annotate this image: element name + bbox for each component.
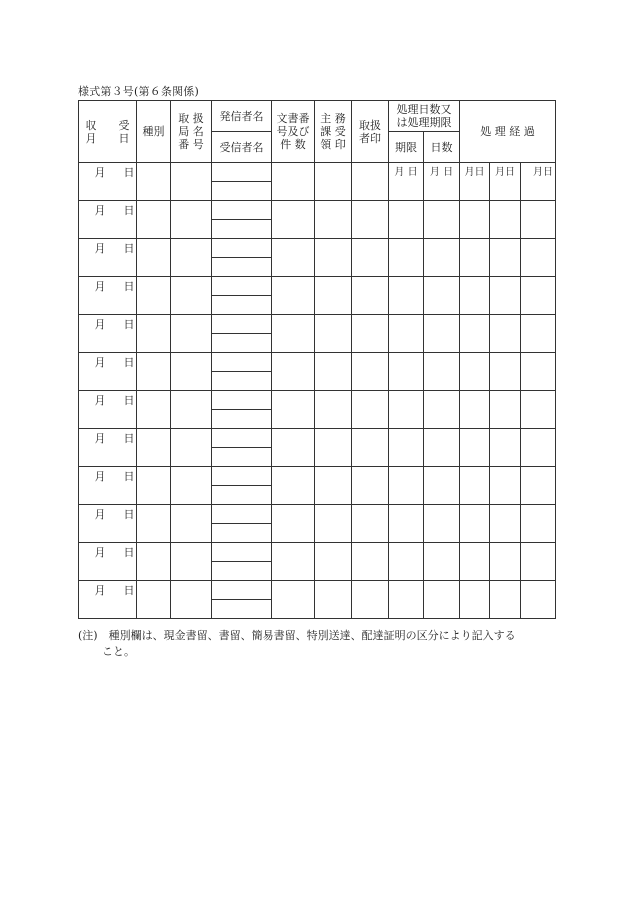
progress-cell-2[interactable] <box>490 543 521 581</box>
table-row <box>79 429 556 448</box>
day-label: 日 <box>123 508 135 521</box>
type-cell[interactable] <box>137 581 171 619</box>
recipient-cell[interactable] <box>212 410 272 429</box>
days-cell[interactable] <box>424 391 460 429</box>
sender-cell[interactable] <box>212 353 272 372</box>
form-caption: 様式第３号(第６条関係) <box>78 85 199 98</box>
progress-cell-1[interactable] <box>460 505 490 543</box>
doc-number-cell[interactable] <box>272 391 315 429</box>
progress-cell-1[interactable] <box>460 163 490 201</box>
month-label: 月 <box>94 394 106 407</box>
table-row <box>79 353 556 372</box>
type-cell[interactable] <box>137 315 171 353</box>
header-doc-number: 文書番 号及び 件 数 <box>272 101 315 163</box>
office-number-cell[interactable] <box>171 353 212 391</box>
handler-seal-cell[interactable] <box>352 581 389 619</box>
sender-cell[interactable] <box>212 239 272 258</box>
month-label: 月 <box>94 546 106 559</box>
sender-cell[interactable] <box>212 391 272 410</box>
table-row <box>79 277 556 296</box>
day-label: 日 <box>123 318 135 331</box>
dept-receipt-cell[interactable] <box>315 429 352 467</box>
month-label: 月 <box>94 242 106 255</box>
recipient-cell[interactable] <box>212 296 272 315</box>
header-office-number: 取 扱 局 名 番 号 <box>171 101 212 163</box>
type-cell[interactable] <box>137 467 171 505</box>
recipient-cell[interactable] <box>212 182 272 201</box>
header-recipient: 受信者名 <box>212 132 272 163</box>
progress-cell-3[interactable] <box>521 391 556 429</box>
table-row <box>79 163 556 182</box>
month-label: 月 <box>94 356 106 369</box>
deadline-cell[interactable] <box>389 277 424 315</box>
days-cell[interactable] <box>424 467 460 505</box>
progress-cell-1[interactable] <box>460 277 490 315</box>
day-label: 日 <box>123 242 135 255</box>
progress-cell-3[interactable] <box>521 467 556 505</box>
header-sender: 発信者名 <box>212 101 272 132</box>
days-cell[interactable] <box>424 163 460 201</box>
day-label: 日 <box>123 394 135 407</box>
day-label: 日 <box>123 166 135 179</box>
progress-cell-3[interactable] <box>521 581 556 619</box>
deadline-cell[interactable] <box>389 543 424 581</box>
progress-cell-2[interactable] <box>490 581 521 619</box>
progress-md-label-1: 月日 <box>464 167 485 178</box>
doc-number-cell[interactable] <box>272 543 315 581</box>
type-cell[interactable] <box>137 391 171 429</box>
progress-cell-2[interactable] <box>490 467 521 505</box>
handler-seal-cell[interactable] <box>352 201 389 239</box>
dept-receipt-cell[interactable] <box>315 239 352 277</box>
received-date-cell[interactable] <box>79 429 137 467</box>
progress-cell-1[interactable] <box>460 315 490 353</box>
sender-cell[interactable] <box>212 163 272 182</box>
progress-cell-2[interactable] <box>490 429 521 467</box>
progress-cell-1[interactable] <box>460 353 490 391</box>
deadline-cell[interactable] <box>389 315 424 353</box>
received-date-cell[interactable] <box>79 201 137 239</box>
dept-receipt-cell[interactable] <box>315 315 352 353</box>
received-date-cell[interactable] <box>79 543 137 581</box>
dept-receipt-cell[interactable] <box>315 581 352 619</box>
progress-cell-2[interactable] <box>490 353 521 391</box>
office-number-cell[interactable] <box>171 163 212 201</box>
office-number-cell[interactable] <box>171 315 212 353</box>
handler-seal-cell[interactable] <box>352 315 389 353</box>
day-label: 日 <box>123 470 135 483</box>
handler-seal-cell[interactable] <box>352 239 389 277</box>
deadline-cell[interactable] <box>389 467 424 505</box>
type-cell[interactable] <box>137 239 171 277</box>
received-date-cell[interactable] <box>79 581 137 619</box>
handler-seal-cell[interactable] <box>352 163 389 201</box>
recipient-cell[interactable] <box>212 448 272 467</box>
office-number-cell[interactable] <box>171 505 212 543</box>
month-label: 月 <box>94 508 106 521</box>
table-row <box>79 315 556 334</box>
received-date-cell[interactable] <box>79 163 137 201</box>
handler-seal-cell[interactable] <box>352 391 389 429</box>
day-label: 日 <box>123 432 135 445</box>
day-label: 日 <box>123 546 135 559</box>
sender-cell[interactable] <box>212 543 272 562</box>
recipient-cell[interactable] <box>212 524 272 543</box>
table-row <box>79 543 556 562</box>
progress-cell-2[interactable] <box>490 391 521 429</box>
sender-cell[interactable] <box>212 315 272 334</box>
progress-cell-1[interactable] <box>460 391 490 429</box>
deadline-cell[interactable] <box>389 201 424 239</box>
sender-cell[interactable] <box>212 201 272 220</box>
deadline-cell[interactable] <box>389 353 424 391</box>
received-date-cell[interactable] <box>79 315 137 353</box>
day-label: 日 <box>123 204 135 217</box>
doc-number-cell[interactable] <box>272 505 315 543</box>
header-days: 日数 <box>424 132 460 163</box>
progress-cell-1[interactable] <box>460 467 490 505</box>
deadline-cell[interactable] <box>389 505 424 543</box>
table-row <box>79 201 556 220</box>
doc-number-cell[interactable] <box>272 467 315 505</box>
days-cell[interactable] <box>424 581 460 619</box>
recipient-cell[interactable] <box>212 562 272 581</box>
footnote-line-1: (注) 種別欄は、現金書留、書留、簡易書留、特別送達、配達証明の区分により記入する <box>78 629 516 642</box>
type-cell[interactable] <box>137 505 171 543</box>
month-label: 月 <box>94 470 106 483</box>
progress-cell-3[interactable] <box>521 505 556 543</box>
office-number-cell[interactable] <box>171 391 212 429</box>
recipient-cell[interactable] <box>212 220 272 239</box>
recipient-cell[interactable] <box>212 600 272 619</box>
progress-cell-2[interactable] <box>490 315 521 353</box>
received-date-cell[interactable] <box>79 277 137 315</box>
month-label: 月 <box>94 584 106 597</box>
recipient-cell[interactable] <box>212 334 272 353</box>
received-date-cell[interactable] <box>79 467 137 505</box>
dept-receipt-cell[interactable] <box>315 353 352 391</box>
sender-cell[interactable] <box>212 277 272 296</box>
header-dept-receipt: 主 務 課 受 領 印 <box>315 101 352 163</box>
progress-cell-3[interactable] <box>521 353 556 391</box>
days-cell[interactable] <box>424 239 460 277</box>
progress-cell-3[interactable] <box>521 429 556 467</box>
office-number-cell[interactable] <box>171 429 212 467</box>
header-handler-seal: 取扱 者印 <box>352 101 389 163</box>
footnote <box>78 628 558 660</box>
day-label: 日 <box>123 356 135 369</box>
month-label: 月 <box>94 432 106 445</box>
days-cell[interactable] <box>424 353 460 391</box>
deadline-md-label: 月 日 <box>394 167 418 178</box>
deadline-cell[interactable] <box>389 429 424 467</box>
handler-seal-cell[interactable] <box>352 543 389 581</box>
table-row <box>79 391 556 410</box>
header-deadline: 期限 <box>389 132 424 163</box>
received-date-cell[interactable] <box>79 353 137 391</box>
type-cell[interactable] <box>137 201 171 239</box>
progress-cell-2[interactable] <box>490 239 521 277</box>
progress-cell-1[interactable] <box>460 543 490 581</box>
type-cell[interactable] <box>137 163 171 201</box>
progress-cell-1[interactable] <box>460 429 490 467</box>
days-md-label: 月 日 <box>429 167 454 178</box>
received-date-cell[interactable] <box>79 391 137 429</box>
progress-md-label-2: 月日 <box>495 167 515 178</box>
doc-number-cell[interactable] <box>272 353 315 391</box>
handler-seal-cell[interactable] <box>352 505 389 543</box>
header-progress: 処 理 経 過 <box>460 101 556 163</box>
header-deadline-group: 処理日数又 は処理期限 <box>389 101 460 132</box>
days-cell[interactable] <box>424 277 460 315</box>
recipient-cell[interactable] <box>212 486 272 505</box>
office-number-cell[interactable] <box>171 467 212 505</box>
doc-number-cell[interactable] <box>272 239 315 277</box>
deadline-cell[interactable] <box>389 239 424 277</box>
progress-cell-1[interactable] <box>460 239 490 277</box>
deadline-cell[interactable] <box>389 581 424 619</box>
progress-cell-3[interactable] <box>521 239 556 277</box>
month-label: 月 <box>94 204 106 217</box>
dept-receipt-cell[interactable] <box>315 543 352 581</box>
doc-number-cell[interactable] <box>272 201 315 239</box>
office-number-cell[interactable] <box>171 581 212 619</box>
month-label: 月 <box>94 318 106 331</box>
progress-cell-3[interactable] <box>521 315 556 353</box>
doc-number-cell[interactable] <box>272 163 315 201</box>
handler-seal-cell[interactable] <box>352 353 389 391</box>
table-row <box>79 239 556 258</box>
progress-cell-3[interactable] <box>521 163 556 201</box>
progress-cell-3[interactable] <box>521 543 556 581</box>
table-row <box>79 505 556 524</box>
dept-receipt-cell[interactable] <box>315 505 352 543</box>
days-cell[interactable] <box>424 429 460 467</box>
doc-number-cell[interactable] <box>272 315 315 353</box>
recipient-cell[interactable] <box>212 258 272 277</box>
progress-cell-3[interactable] <box>521 201 556 239</box>
footnote-line-2: こと。 <box>102 645 135 658</box>
doc-number-cell[interactable] <box>272 429 315 467</box>
progress-cell-2[interactable] <box>490 505 521 543</box>
progress-cell-2[interactable] <box>490 277 521 315</box>
day-label: 日 <box>123 280 135 293</box>
dept-receipt-cell[interactable] <box>315 391 352 429</box>
days-cell[interactable] <box>424 543 460 581</box>
progress-cell-2[interactable] <box>490 201 521 239</box>
month-label: 月 <box>94 166 106 179</box>
header-received-bottom: 月 日 <box>85 131 130 145</box>
progress-cell-1[interactable] <box>460 201 490 239</box>
days-cell[interactable] <box>424 505 460 543</box>
recipient-cell[interactable] <box>212 372 272 391</box>
header-type: 種別 <box>137 101 171 163</box>
received-date-cell[interactable] <box>79 505 137 543</box>
office-number-cell[interactable] <box>171 239 212 277</box>
day-label: 日 <box>123 584 135 597</box>
table-row <box>79 581 556 600</box>
progress-cell-2[interactable] <box>490 163 521 201</box>
type-cell[interactable] <box>137 429 171 467</box>
table-row <box>79 467 556 486</box>
deadline-cell[interactable] <box>389 391 424 429</box>
month-label: 月 <box>94 280 106 293</box>
handler-seal-cell[interactable] <box>352 277 389 315</box>
type-cell[interactable] <box>137 353 171 391</box>
header-received-top: 収 受 <box>85 118 130 132</box>
days-cell[interactable] <box>424 315 460 353</box>
header-received-date <box>79 101 137 163</box>
dept-receipt-cell[interactable] <box>315 201 352 239</box>
deadline-cell[interactable] <box>389 163 424 201</box>
office-number-cell[interactable] <box>171 543 212 581</box>
office-number-cell[interactable] <box>171 277 212 315</box>
sender-cell[interactable] <box>212 429 272 448</box>
type-cell[interactable] <box>137 543 171 581</box>
handler-seal-cell[interactable] <box>352 429 389 467</box>
sender-cell[interactable] <box>212 467 272 486</box>
doc-number-cell[interactable] <box>272 581 315 619</box>
progress-md-label-3: 月日 <box>533 167 553 178</box>
days-cell[interactable] <box>424 201 460 239</box>
receipt-register-table <box>78 100 556 619</box>
doc-number-cell[interactable] <box>272 277 315 315</box>
sender-cell[interactable] <box>212 505 272 524</box>
progress-cell-1[interactable] <box>460 581 490 619</box>
dept-receipt-cell[interactable] <box>315 467 352 505</box>
office-number-cell[interactable] <box>171 201 212 239</box>
sender-cell[interactable] <box>212 581 272 600</box>
type-cell[interactable] <box>137 277 171 315</box>
dept-receipt-cell[interactable] <box>315 163 352 201</box>
received-date-cell[interactable] <box>79 239 137 277</box>
progress-cell-3[interactable] <box>521 277 556 315</box>
dept-receipt-cell[interactable] <box>315 277 352 315</box>
handler-seal-cell[interactable] <box>352 467 389 505</box>
